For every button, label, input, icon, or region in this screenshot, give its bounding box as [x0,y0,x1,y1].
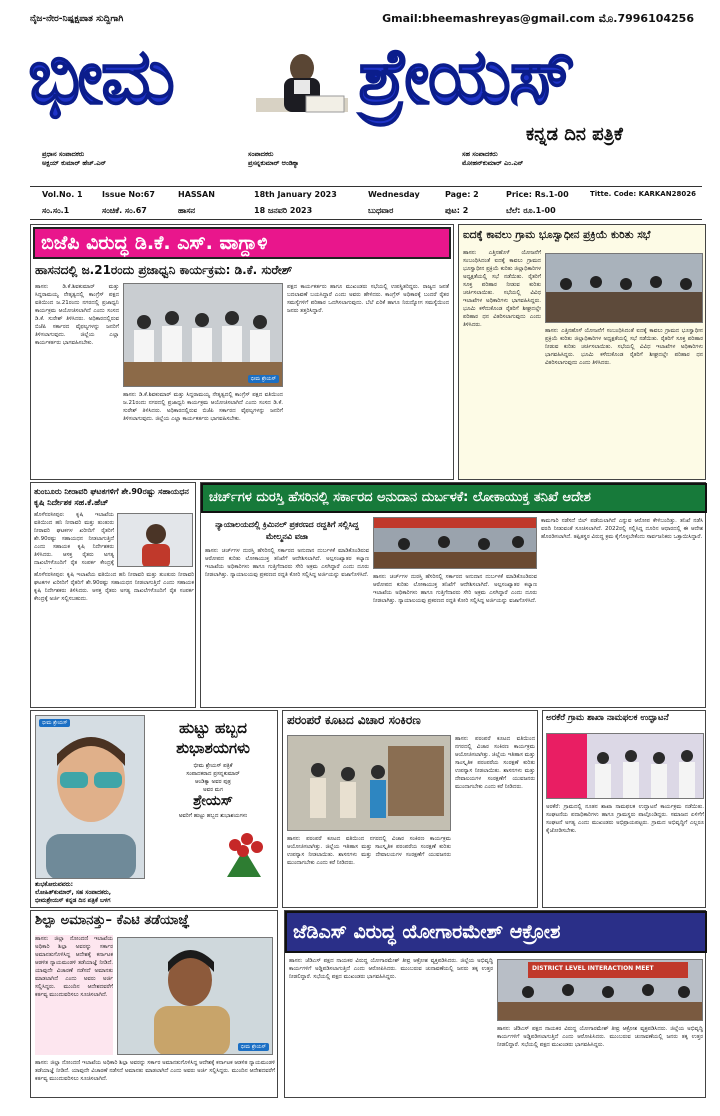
dk-photo-caption: ಹಾಸನ: ಡಿ.ಕೆ.ಶಿವಕುಮಾರ್ ಮತ್ತು ಸಿದ್ದರಾಮಯ್ಯ ನೇತೃತ್ವದಲ್ಲಿ ಕಾಂಗ್ರೆಸ್ ಪಕ್ಷದ ವತಿಯಿಂದ ಜ.21ರಂದು ನಗರದಲ್ಲಿ ಪ್ರಜಾಧ್ವನಿ ಕಾರ್ಯಕ್ರಮ ಆಯೋಜಿಸಲಾಗಿದೆ ಎಂದು ಸಂಸದ ಡಿ.ಕೆ. ಸುರೇಶ್ ತಿಳಿಸಿದರು. ಅಧಿಕಾರದಲ್ಲಿರುವ ಬಿಜೆಪಿ ಸರ್ಕಾರದ ವೈಫಲ್ಯಗಳನ್ನು ಜನರಿಗೆ ತಿಳಿಸಲಾಗುವುದು. ಜಿಲ್ಲೆಯ ಎಲ್ಲಾ ಕಾರ್ಯಕರ್ತರು ಭಾಗವಹಿಸಬೇಕು. [123,392,283,422]
arakere-photo [546,733,704,799]
birthday-footer [35,881,275,905]
top-header [30,12,694,30]
photo-credit-chip: ಭೀಮ ಶ್ರೇಯಸ್ [238,1043,269,1051]
tumbur-article [30,482,196,708]
price-kn: ಬೆಲೆ: ರೂ.1-00 [506,206,556,215]
birthday-line-1: ಭೀಮ ಶ್ರೇಯಸ್ ಪತ್ರಿಕೆ [193,763,233,769]
parampare-headline: ಪರಂಪರೆ ಕೂಟದ ವಿಚಾರ ಸಂಕಿರಣ [287,713,421,727]
gram-body-col1: ಹಾಸನ: ಎತ್ತಿನಹೊಳೆ ಯೋಜನೆಗೆ ಸಂಬಂಧಿಸಿದಂತೆ ಐದಕ್ಕೆ ಕಾವಲು ಗ್ರಾಮದ ಭೂಸ್ವಾಧೀನ ಪ್ರಕ್ರಿಯೆ ಕುರಿತು ಜಿಲ್ಲಾಧಿಕಾರಿಗಳ ಅಧ್ಯಕ್ಷತೆಯಲ್ಲಿ ಸಭೆ ನಡೆಯಿತು. ರೈತರಿಗೆ ಸೂಕ್ತ ಪರಿಹಾರ ನೀಡುವ ಕುರಿತು ಚರ್ಚಿಸಲಾಯಿತು. ಸಭೆಯಲ್ಲಿ ವಿವಿಧ ಇಲಾಖೆಗಳ ಅಧಿಕಾರಿಗಳು ಭಾಗವಹಿಸಿದ್ದರು. ಭೂಮಿ ಕಳೆದುಕೊಂಡ ರೈತರಿಗೆ ಶೀಘ್ರದಲ್ಲೇ ಪರಿಹಾರ ಧನ ವಿತರಿಸಲಾಗುವುದು ಎಂದು ತಿಳಿಸಿದರು. [463,250,541,328]
flower-bouquet-icon [217,827,271,877]
birthday-title-1: ಹುಟ್ಟು ಹಬ್ಬದ [179,719,247,737]
issue-info-english [30,187,702,203]
shilpa-body-bottom: ಹಾಸನ: ಜಿಲ್ಲಾ ನೋಂದಣಿ ಇಲಾಖೆಯ ಅಧಿಕಾರಿ ಶಿಲ್ಪಾ ಅವರನ್ನು ಸರ್ಕಾರ ಅಮಾನತುಗೊಳಿಸಿದ್ದ ಆದೇಶಕ್ಕೆ ಕರ್ನಾಟಕ ಆಡಳಿತ ನ್ಯಾಯಮಂಡಳಿ ತಡೆಯಾಜ್ಞೆ ನೀಡಿದೆ. ಯಾವುದೇ ವಿಚಾರಣೆ ನಡೆಸದೆ ಅಮಾನತು ಮಾಡಲಾಗಿದೆ ಎಂದು ಅವರು ಅರ್ಜಿ ಸಲ್ಲಿಸಿದ್ದರು. ಮುಂದಿನ ಆದೇಶದವರೆಗೆ ಕರ್ತವ್ಯ ಮುಂದುವರಿಸಲು ಸೂಚಿಸಲಾಗಿದೆ. [35,1060,275,1082]
staff-role: ಸಂಪಾದಕರು [248,150,274,158]
masthead-title-right: ಶ್ರೇಯಸ್ [358,32,574,122]
parampare-article [282,710,538,908]
issue-info-kannada [30,203,702,219]
staff-name: ಮೋಹನ್‌ಕುಮಾರ್ ಎಂ.ಎನ್ [462,159,524,167]
issue-number-kn: ಸಂಚಿಕೆ. ಸಂ.67 [102,206,147,215]
dk-body-col1: ಹಾಸನ: ಡಿ.ಕೆ.ಶಿವಕುಮಾರ್ ಮತ್ತು ಸಿದ್ದರಾಮಯ್ಯ ನೇತೃತ್ವದಲ್ಲಿ ಕಾಂಗ್ರೆಸ್ ಪಕ್ಷದ ವತಿಯಿಂದ ಜ.21ರಂದು ನಗರದಲ್ಲಿ ಪ್ರಜಾಧ್ವನಿ ಕಾರ್ಯಕ್ರಮ ಆಯೋಜಿಸಲಾಗಿದೆ ಎಂದು ಸಂಸದ ಡಿ.ಕೆ. ಸುರೇಶ್ ತಿಳಿಸಿದರು. ಅಧಿಕಾರದಲ್ಲಿರುವ ಬಿಜೆಪಿ ಸರ್ಕಾರದ ವೈಫಲ್ಯಗಳನ್ನು ಜನರಿಗೆ ತಿಳಿಸಲಾಗುವುದು. ಜಿಲ್ಲೆಯ ಎಲ್ಲಾ ಕಾರ್ಯಕರ್ತರು ಭಾಗವಹಿಸಬೇಕು. [35,284,119,346]
gram-article [458,224,706,480]
date-kn: 18 ಜನವರಿ 2023 [254,206,313,215]
dk-article [30,224,454,480]
tumbur-body: ಹೊಳೆನರಸೀಪುರ: ಕೃಷಿ ಇಲಾಖೆಯ ವತಿಯಿಂದ ಹನಿ ನೀರಾವರಿ ಮತ್ತು ತುಂತುರು ನೀರಾವರಿ ಘಟಕಗಳ ಖರೀದಿಗೆ ರೈತರಿಗೆ ಶೇ.90ರಷ್ಟು ಸಹಾಯಧನ ನೀಡಲಾಗುತ್ತಿದೆ ಎಂದು ಸಹಾಯಕ ಕೃಷಿ ನಿರ್ದೇಶಕರು ತಿಳಿಸಿದರು. ಆಸಕ್ತ ರೈತರು ಅಗತ್ಯ ದಾಖಲೆಗಳೊಂದಿಗೆ ರೈತ ಸಂಪರ್ಕ ಕೇಂದ್ರಕ್ಕೆ ಅರ್ಜಿ ಸಲ್ಲಿಸಬಹುದು. [34,572,194,602]
volume-kn: ಸಂ.ಸಂ.1 [42,206,70,215]
volume: Vol.No. 1 [42,190,83,199]
shilpa-body-col1: ಹಾಸನ: ಜಿಲ್ಲಾ ನೋಂದಣಿ ಇಲಾಖೆಯ ಅಧಿಕಾರಿ ಶಿಲ್ಪಾ ಅವರನ್ನು ಸರ್ಕಾರ ಅಮಾನತುಗೊಳಿಸಿದ್ದ ಆದೇಶಕ್ಕೆ ಕರ್ನಾಟಕ ಆಡಳಿತ ನ್ಯಾಯಮಂಡಳಿ ತಡೆಯಾಜ್ಞೆ ನೀಡಿದೆ. ಯಾವುದೇ ವಿಚಾರಣೆ ನಡೆಸದೆ ಅಮಾನತು ಮಾಡಲಾಗಿದೆ ಎಂದು ಅವರು ಅರ್ಜಿ ಸಲ್ಲಿಸಿದ್ದರು. ಮುಂದಿನ ಆದೇಶದವರೆಗೆ ಕರ್ತವ್ಯ ಮುಂದುವರಿಸಲು ಸೂಚಿಸಲಾಗಿದೆ. [35,935,113,1055]
arakere-headline: ಅರಕೆರೆ ಗ್ರಾಮ ಶಾಖಾ ನಾಮಫಲಕ ಉದ್ಘಾಟನೆ [546,713,669,723]
jds-body-col2: ಹಾಸನ: ಜೆಡಿಎಸ್ ಪಕ್ಷದ ನಾಯಕರ ವಿರುದ್ಧ ಯೋಗಾರಮೇಶ್ ತೀವ್ರ ಆಕ್ರೋಶ ವ್ಯಕ್ತಪಡಿಸಿದರು. ಜಿಲ್ಲೆಯ ಅಭಿವೃದ್ಧಿ ಕಾರ್ಯಗಳಿಗೆ ಅಡ್ಡಿಪಡಿಸಲಾಗುತ್ತಿದೆ ಎಂದು ಆರೋಪಿಸಿದರು. ಮುಂಬರುವ ಚುನಾವಣೆಯಲ್ಲಿ ಜನರು ತಕ್ಕ ಉತ್ತರ ನೀಡಲಿದ್ದಾರೆ. ಸಭೆಯಲ್ಲಿ ಪಕ್ಷದ ಮುಖಂಡರು ಭಾಗವಹಿಸಿದ್ದರು. [497,1026,703,1048]
photo-credit-chip: ಭೀಮ ಶ್ರೇಯಸ್ [248,375,279,383]
dk-body-col2: ಪಕ್ಷದ ಕಾರ್ಯಕರ್ತರು ಹಾಗೂ ಮುಖಂಡರು ಸಭೆಯಲ್ಲಿ ಉಪಸ್ಥಿತರಿದ್ದರು. ರಾಜ್ಯದ ಜನತೆ ಬದಲಾವಣೆ ಬಯಸಿದ್ದಾರೆ ಎಂದು ಅವರು ಹೇಳಿದರು. ಕಾಂಗ್ರೆಸ್ ಅಧಿಕಾರಕ್ಕೆ ಬಂದರೆ ರೈತರ ಸಮಸ್ಯೆಗಳಿಗೆ ಪರಿಹಾರ ಒದಗಿಸಲಾಗುವುದು. ಬೆಲೆ ಏರಿಕೆ ಹಾಗೂ ನಿರುದ್ಯೋಗ ಸಮಸ್ಯೆಯಿಂದ ಜನರು ತತ್ತರಿಸಿದ್ದಾರೆ. [287,284,449,314]
price: Price: Rs.1-00 [506,190,569,199]
issue-number: Issue No:67 [102,190,155,199]
weekday-kn: ಬುಧವಾರ [368,206,394,215]
weekday: Wednesday [368,190,420,199]
tumbur-headline: ತುಂಬೂರು ನೀರಾವರಿ ಘಟಕಗಳಿಗೆ ಶೇ.90ರಷ್ಟು ಸಹಾಯಧನ ಕೃಷಿ ನಿರ್ದೇಶಕ ಸಹ.ಕೆ.ಹೆಚ್ [34,487,189,507]
title-code: Titte. Code: KARKAN28026 [590,190,696,198]
court-headline: ನ್ಯಾಯಾಲಯದಲ್ಲಿ ಕ್ರಿಮಿನಲ್ ಪ್ರಕರಣದ ರದ್ದತಿಗೆ ಸಲ್ಲಿಸಿದ್ದ ಮೇಲ್ಮನವಿ ವಜಾ [215,520,359,541]
dk-subhead: ಹಾಸನದಲ್ಲಿ ಜ.21ರಂದು ಪ್ರಜಾಧ್ವನಿ ಕಾರ್ಯಕ್ರಮ: ಡಿ.ಕೆ. ಸುರೇಶ್ [35,263,293,277]
staff-co-editor [462,150,662,168]
parampare-photo [287,735,451,831]
staff-row [42,150,672,180]
tumbur-body-top: ಹೊಳೆನರಸೀಪುರ: ಕೃಷಿ ಇಲಾಖೆಯ ವತಿಯಿಂದ ಹನಿ ನೀರಾವರಿ ಮತ್ತು ತುಂತುರು ನೀರಾವರಿ ಘಟಕಗಳ ಖರೀದಿಗೆ ರೈತರಿಗೆ ಶೇ.90ರಷ್ಟು ಸಹಾಯಧನ ನೀಡಲಾಗುತ್ತಿದೆ ಎಂದು ಸಹಾಯಕ ಕೃಷಿ ನಿರ್ದೇಶಕರು ತಿಳಿಸಿದರು. ಆಸಕ್ತ ರೈತರು ಅಗತ್ಯ ದಾಖಲೆಗಳೊಂದಿಗೆ ರೈತ ಸಂಪರ್ಕ ಕೇಂದ್ರಕ್ಕೆ [34,512,114,566]
photo-credit-chip: ಭೀಮ ಶ್ರೇಯಸ್ [39,719,70,727]
staff-chief-editor [42,150,242,168]
contact-info: Gmail:bheemashreyas@gmail.com ಮೊ.7996104256 [382,12,694,25]
page-kn: ಪುಟ: 2 [445,206,469,215]
birthday-ad [30,710,278,908]
jds-headline: ಜೆಡಿಎಸ್ ವಿರುದ್ಧ ಯೋಗಾರಮೇಶ್ ಆಕ್ರೋಶ [285,911,707,953]
birthday-child-photo [35,715,145,879]
birthday-line-3: ಆಂಡಿಕ್ಯಾ ಅವರ ಪುತ್ರ [195,779,231,785]
parampare-body-col1: ಹಾಸನ: ಪರಂಪರೆ ಕೂಟದ ವತಿಯಿಂದ ನಗರದಲ್ಲಿ ವಿಚಾರ ಸಂಕಿರಣ ಕಾರ್ಯಕ್ರಮ ಆಯೋಜಿಸಲಾಗಿತ್ತು. ಜಿಲ್ಲೆಯ ಇತಿಹಾಸ ಮತ್ತು ಸಾಂಸ್ಕೃತಿಕ ಪರಂಪರೆಯ ಸಂರಕ್ಷಣೆ ಕುರಿತು ಉಪನ್ಯಾಸ ನೀಡಲಾಯಿತು. ಶಾಸನಗಳು ಮತ್ತು ದೇವಾಲಯಗಳ ಸಂರಕ್ಷಣೆಗೆ ಯುವಜನರು ಮುಂದಾಗಬೇಕು ಎಂದು ಕರೆ ನೀಡಿದರು. [287,836,451,866]
birthday-wish: ಅವರಿಗೆ ಹುಟ್ಟು ಹಬ್ಬದ ಶುಭಾಶಯಗಳು [178,813,248,819]
arakere-article [542,710,706,908]
church-press-photo [373,517,537,569]
church-body-col3: ಕಾಮಗಾರಿ ನಡೆಸದೆ ಬಿಲ್ ಪಡೆಯಲಾಗಿದೆ ಎನ್ನುವ ಆರೋಪ ಕೇಳಿಬಂದಿತ್ತು. ತನಿಖೆ ನಡೆಸಿ ವರದಿ ನೀಡುವಂತೆ ಸೂಚಿಸಲಾಗಿದೆ. 2022ರಲ್ಲಿ ಸಲ್ಲಿಸಿದ್ದ ದೂರಿನ ಆಧಾರದಲ್ಲಿ ಈ ಆದೇಶ ಹೊರಡಿಸಲಾಗಿದೆ. ತಪ್ಪಿತಸ್ಥರ ವಿರುದ್ಧ ಕ್ರಮ ಕೈಗೊಳ್ಳಬೇಕೆಂದು ಸಾರ್ವಜನಿಕರು ಒತ್ತಾಯಿಸಿದ್ದಾರೆ. [541,518,703,540]
date: 18th January 2023 [254,190,337,199]
city-kn: ಹಾಸನ [178,206,196,215]
shilpa-article [30,910,278,1098]
birthday-line-4: ಅವರ ಮಗ [202,787,224,793]
masthead [28,32,698,145]
gram-meeting-photo [545,253,703,323]
church-body-col2: ಹಾಸನ: ಚರ್ಚ್‌ಗಳ ದುರಸ್ತಿ ಹೆಸರಿನಲ್ಲಿ ಸರ್ಕಾರದ ಅನುದಾನ ದುರ್ಬಳಕೆ ಮಾಡಿಕೊಂಡಿರುವ ಆರೋಪದ ಕುರಿತು ಲೋಕಾಯುಕ್ತ ತನಿಖೆಗೆ ಆದೇಶಿಸಲಾಗಿದೆ. ಅಲ್ಪಸಂಖ್ಯಾತರ ಕಲ್ಯಾಣ ಇಲಾಖೆಯ ಅಧಿಕಾರಿಗಳು ಹಾಗೂ ಗುತ್ತಿಗೆದಾರರು ಸೇರಿ ಅಕ್ರಮ ಎಸಗಿದ್ದಾರೆ ಎಂದು ದೂರು ನೀಡಲಾಗಿತ್ತು. ನ್ಯಾಯಾಲಯವು ಪ್ರಕರಣದ ರದ್ದತಿ ಕೋರಿ ಸಲ್ಲಿಸಿದ್ದ ಅರ್ಜಿಯನ್ನು ವಜಾಗೊಳಿಸಿದೆ. [373,574,537,604]
masthead-title-left: ಭೀಮ [28,32,174,122]
tumbur-official-photo [117,513,193,567]
staff-role: ಸಹ ಸಂಪಾದಕರು [462,150,498,158]
dk-press-photo [123,283,283,387]
church-headline: ಚರ್ಚ್‌ಗಳ ದುರಸ್ತಿ ಹೆಸರಿನಲ್ಲಿ ಸರ್ಕಾರದ ಅನುದಾನ ದುರ್ಬಳಕೆ: ಲೋಕಾಯುಕ್ತ ತನಿಖೆ ಆದೇಶ [201,483,707,513]
parampare-body-col2: ಹಾಸನ: ಪರಂಪರೆ ಕೂಟದ ವತಿಯಿಂದ ನಗರದಲ್ಲಿ ವಿಚಾರ ಸಂಕಿರಣ ಕಾರ್ಯಕ್ರಮ ಆಯೋಜಿಸಲಾಗಿತ್ತು. ಜಿಲ್ಲೆಯ ಇತಿಹಾಸ ಮತ್ತು ಸಾಂಸ್ಕೃತಿಕ ಪರಂಪರೆಯ ಸಂರಕ್ಷಣೆ ಕುರಿತು ಉಪನ್ಯಾಸ ನೀಡಲಾಯಿತು. ಶಾಸನಗಳು ಮತ್ತು ದೇವಾಲಯಗಳ ಸಂರಕ್ಷಣೆಗೆ ಯುವಜನರು ಮುಂದಾಗಬೇಕು ಎಂದು ಕರೆ ನೀಡಿದರು. [455,736,535,790]
tagline: ಕನ್ನಡ ದಿನ ಪತ್ರಿಕೆ [526,124,623,145]
page-number: Page: 2 [445,190,479,199]
staff-name: ಅಕ್ಷಯ್ ಕುಮಾರ್ ಹೆಚ್.ಎನ್ [42,159,107,167]
city: HASSAN [178,190,215,199]
jds-press-photo [497,959,703,1021]
jds-body-col1: ಹಾಸನ: ಜೆಡಿಎಸ್ ಪಕ್ಷದ ನಾಯಕರ ವಿರುದ್ಧ ಯೋಗಾರಮೇಶ್ ತೀವ್ರ ಆಕ್ರೋಶ ವ್ಯಕ್ತಪಡಿಸಿದರು. ಜಿಲ್ಲೆಯ ಅಭಿವೃದ್ಧಿ ಕಾರ್ಯಗಳಿಗೆ ಅಡ್ಡಿಪಡಿಸಲಾಗುತ್ತಿದೆ ಎಂದು ಆರೋಪಿಸಿದರು. ಮುಂಬರುವ ಚುನಾವಣೆಯಲ್ಲಿ ಜನರು ತಕ್ಕ ಉತ್ತರ ನೀಡಲಿದ್ದಾರೆ. ಸಭೆಯಲ್ಲಿ ಪಕ್ಷದ ಮುಖಂಡರು ಭಾಗವಹಿಸಿದ್ದರು. [289,958,493,980]
jds-article [284,910,706,1098]
shilpa-officer-photo [117,937,273,1055]
staff-name: ಪ್ರಸನ್ನಕುಮಾರ್ ಆಂಡಿಕ್ಯಾ [248,159,300,167]
birthday-name: ಶ್ರೇಯಸ್ [193,793,233,809]
staff-role: ಪ್ರಧಾನ ಸಂಪಾದಕರು [42,150,85,158]
arakere-body: ಅರಕೆರೆ: ಗ್ರಾಮದಲ್ಲಿ ನೂತನ ಶಾಖಾ ನಾಮಫಲಕ ಉದ್ಘಾಟನೆ ಕಾರ್ಯಕ್ರಮ ನಡೆಯಿತು. ಸಂಘಟನೆಯ ಪದಾಧಿಕಾರಿಗಳು ಹಾಗೂ ಗ್ರಾಮಸ್ಥರು ಪಾಲ್ಗೊಂಡಿದ್ದರು. ಸಮಾಜದ ಏಳಿಗೆಗೆ ಸಂಘಟನೆ ಅಗತ್ಯ ಎಂದು ಮುಖಂಡರು ಅಭಿಪ್ರಾಯಪಟ್ಟರು. ಗ್ರಾಮದ ಅಭಿವೃದ್ಧಿಗೆ ಎಲ್ಲರೂ ಕೈಜೋಡಿಸಬೇಕು. [546,804,704,834]
staff-editor [248,150,448,168]
church-article [200,482,706,708]
birthday-title-2: ಶುಭಾಶಯಗಳು [176,739,250,757]
church-body-col1: ಹಾಸನ: ಚರ್ಚ್‌ಗಳ ದುರಸ್ತಿ ಹೆಸರಿನಲ್ಲಿ ಸರ್ಕಾರದ ಅನುದಾನ ದುರ್ಬಳಕೆ ಮಾಡಿಕೊಂಡಿರುವ ಆರೋಪದ ಕುರಿತು ಲೋಕಾಯುಕ್ತ ತನಿಖೆಗೆ ಆದೇಶಿಸಲಾಗಿದೆ. ಅಲ್ಪಸಂಖ್ಯಾತರ ಕಲ್ಯಾಣ ಇಲಾಖೆಯ ಅಧಿಕಾರಿಗಳು ಹಾಗೂ ಗುತ್ತಿಗೆದಾರರು ಸೇರಿ ಅಕ್ರಮ ಎಸಗಿದ್ದಾರೆ ಎಂದು ದೂರು ನೀಡಲಾಗಿತ್ತು. ನ್ಯಾಯಾಲಯವು ಪ್ರಕರಣದ ರದ್ದತಿ ಕೋರಿ ಸಲ್ಲಿಸಿದ್ದ ಅರ್ಜಿಯನ್ನು ವಜಾಗೊಳಿಸಿದೆ. [205,548,369,578]
birthday-footer-2: ಲೋಹಿತ್‌ಕುಮಾರ್, ಸಹ ಸಂಪಾದಕರು, [35,889,112,896]
dk-headline: ಬಿಜೆಪಿ ವಿರುದ್ಧ ಡಿ.ಕೆ. ಎಸ್. ವಾಗ್ದಾಳಿ [33,227,451,259]
birthday-footer-3: ಭೀಮಶ್ರೇಯಸ್ ಕನ್ನಡ ದಿನ ಪತ್ರಿಕೆ ಬಳಗ [35,897,111,904]
ambedkar-portrait [256,48,348,126]
birthday-line-2: ಸಂಪಾದಕರಾದ ಪ್ರಸನ್ನಕುಮಾರ್ [186,771,240,777]
motto: ನೈಜ-ನೇರ-ನಿಷ್ಪಕ್ಷಪಾತ ಸುದ್ದಿಗಾಗಿ [30,14,124,24]
gram-body-col2: ಹಾಸನ: ಎತ್ತಿನಹೊಳೆ ಯೋಜನೆಗೆ ಸಂಬಂಧಿಸಿದಂತೆ ಐದಕ್ಕೆ ಕಾವಲು ಗ್ರಾಮದ ಭೂಸ್ವಾಧೀನ ಪ್ರಕ್ರಿಯೆ ಕುರಿತು ಜಿಲ್ಲಾಧಿಕಾರಿಗಳ ಅಧ್ಯಕ್ಷತೆಯಲ್ಲಿ ಸಭೆ ನಡೆಯಿತು. ರೈತರಿಗೆ ಸೂಕ್ತ ಪರಿಹಾರ ನೀಡುವ ಕುರಿತು ಚರ್ಚಿಸಲಾಯಿತು. ಸಭೆಯಲ್ಲಿ ವಿವಿಧ ಇಲಾಖೆಗಳ ಅಧಿಕಾರಿಗಳು ಭಾಗವಹಿಸಿದ್ದರು. ಭೂಮಿ ಕಳೆದುಕೊಂಡ ರೈತರಿಗೆ ಶೀಘ್ರದಲ್ಲೇ ಪರಿಹಾರ ಧನ ವಿತರಿಸಲಾಗುವುದು ಎಂದು ತಿಳಿಸಿದರು. [545,328,703,366]
gram-headline: ಐದಕ್ಕೆ ಕಾವಲು ಗ್ರಾಮ ಭೂಸ್ವಾಧೀನ ಪ್ರಕ್ರಿಯೆ ಕುರಿತು ಸಭೆ [463,229,651,241]
issue-info-bar [30,186,702,220]
meeting-banner-text: DISTRICT LEVEL INTERACTION MEET [532,965,654,972]
birthday-footer-1: ಶುಭಕೋರುವವರು: [35,881,74,888]
shilpa-headline: ಶಿಲ್ಪಾ ಅಮಾನತ್ತು– ಕೆಎಟಿ ತಡೆಯಾಜ್ಞೆ [35,913,190,928]
